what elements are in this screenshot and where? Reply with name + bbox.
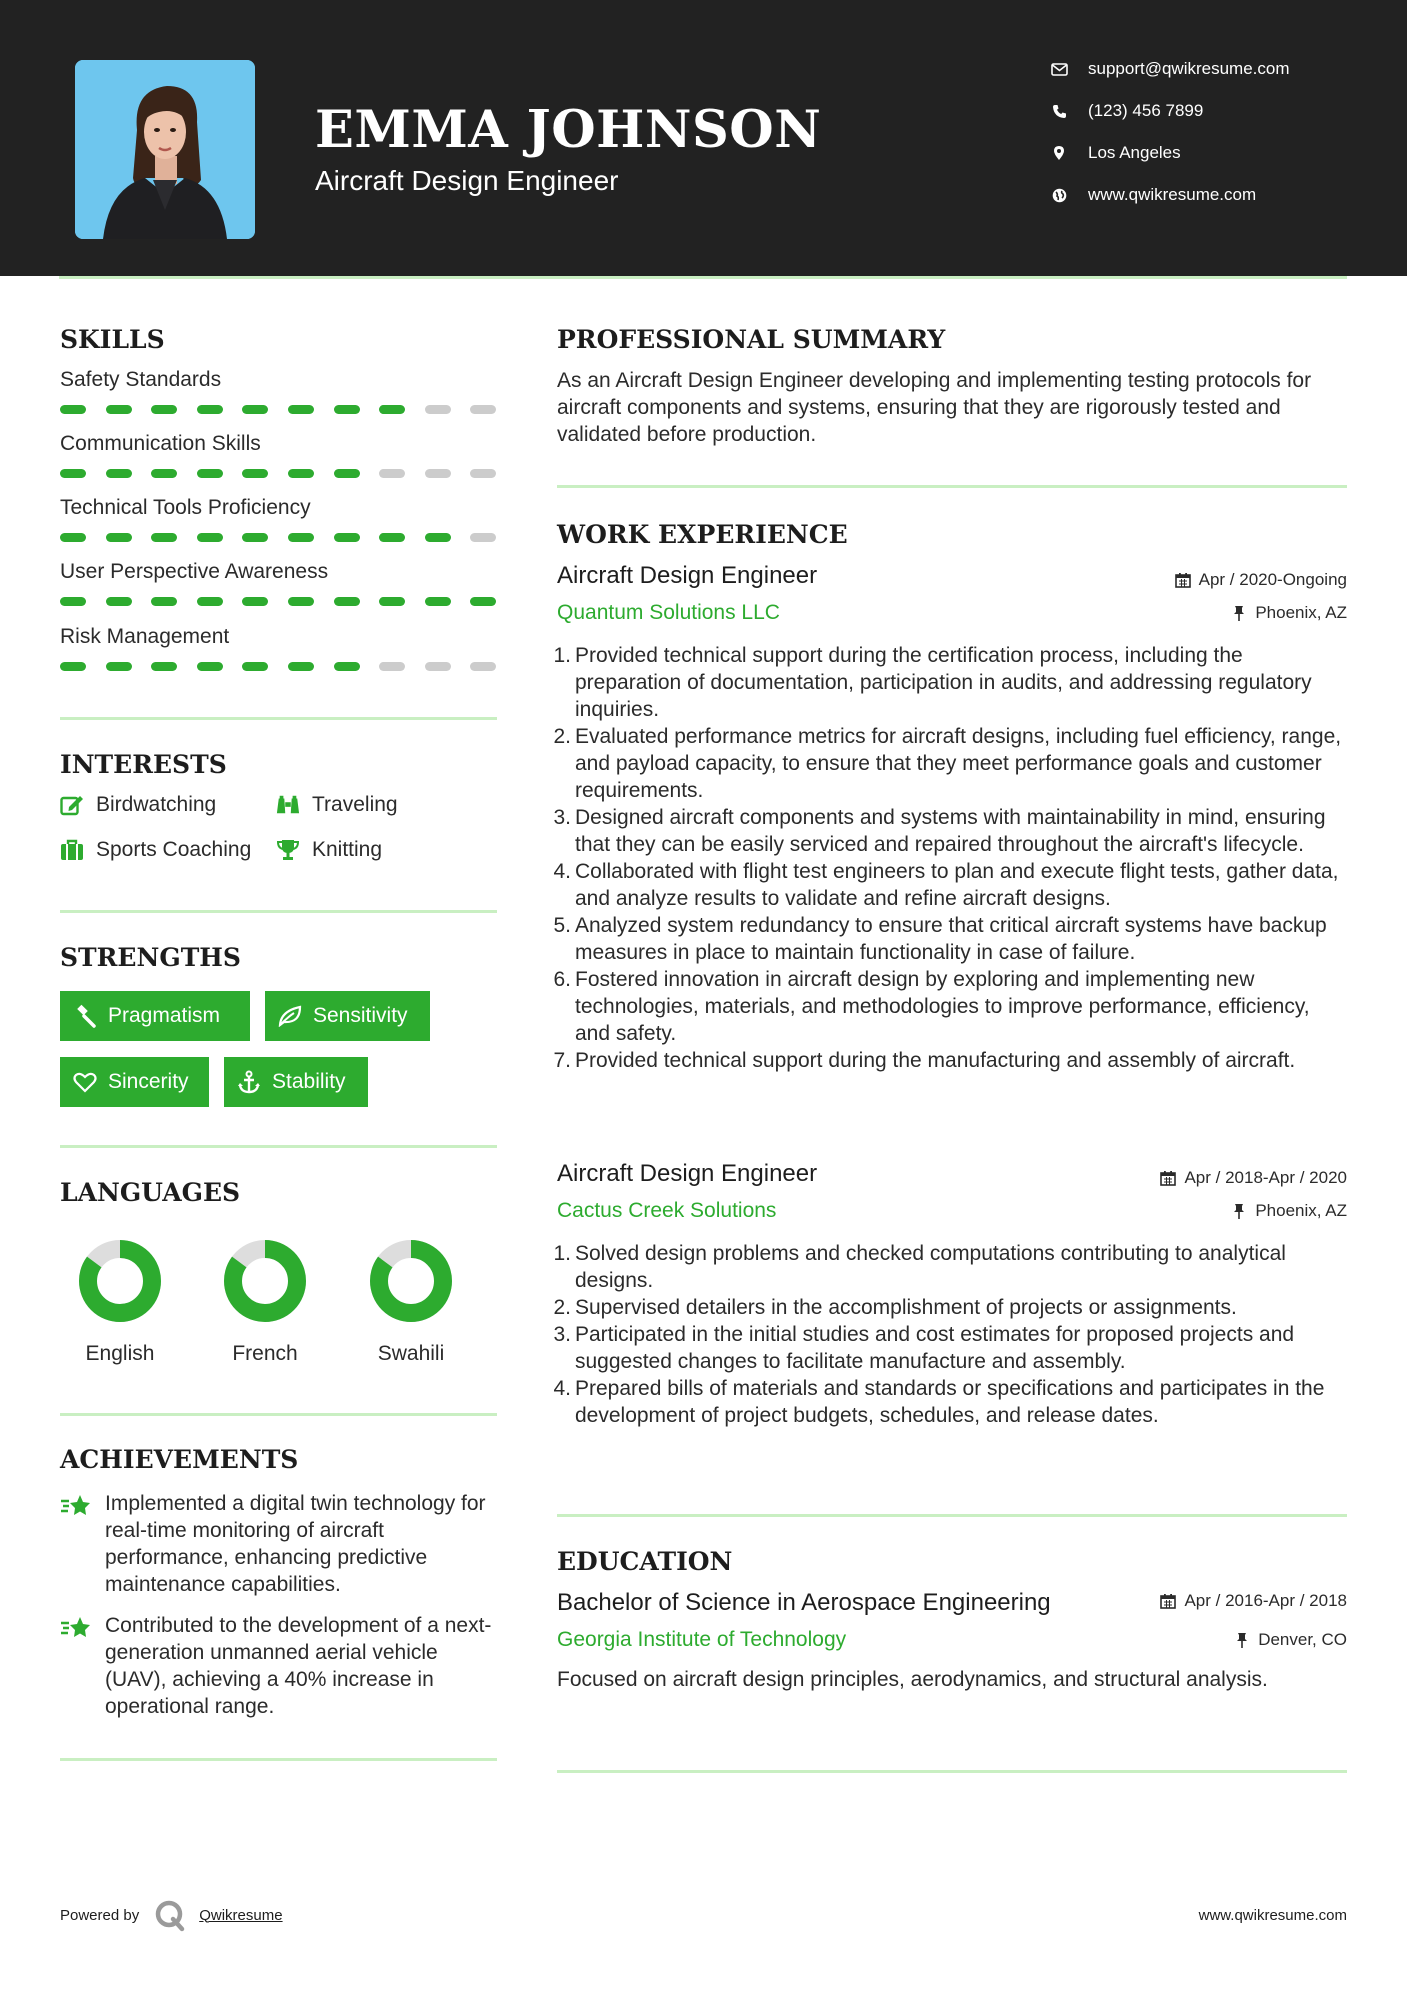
strength-label: Pragmatism xyxy=(108,1004,221,1027)
job-dates xyxy=(1175,570,1347,590)
duty-text: Participated in the initial studies and cost estimates for proposed projects and suggested changes to facilitate manufacture and assembly. xyxy=(575,1323,1295,1373)
skill-dot-filled xyxy=(151,469,177,478)
interests-heading: INTERESTS xyxy=(60,750,227,779)
job-location-text: Phoenix, AZ xyxy=(1255,603,1347,622)
skill-dot-filled xyxy=(288,597,314,606)
candidate-title: Aircraft Design Engineer xyxy=(315,165,619,196)
duty-number: 4. xyxy=(553,860,571,883)
company-name: Cactus Creek Solutions xyxy=(557,1199,777,1222)
skills-heading: SKILLS xyxy=(60,325,165,354)
strengths-heading: STRENGTHS xyxy=(60,943,241,972)
skill-dot-filled xyxy=(197,662,223,671)
contact-location xyxy=(1050,140,1181,166)
duty-item xyxy=(553,1321,1347,1375)
section-divider xyxy=(557,485,1347,488)
duty-text: Provided technical support during the certification process, including the preparation of documentation, participation in audits, and addressing regulatory inquiries. xyxy=(575,644,1312,721)
education-description: Focused on aircraft design principles, aerodynamics, and structural analysis. xyxy=(557,1668,1268,1691)
strength-label: Sensitivity xyxy=(313,1004,408,1027)
skill-dot-filled xyxy=(288,469,314,478)
skill-dot-empty xyxy=(425,662,451,671)
contact-email[interactable] xyxy=(1050,56,1290,82)
duty-item xyxy=(553,1047,1347,1074)
job-title: Aircraft Design Engineer xyxy=(557,562,818,589)
shooting-star-icon xyxy=(60,1614,92,1642)
education-location xyxy=(1234,1630,1347,1650)
skill-dot-filled xyxy=(334,597,360,606)
header-divider xyxy=(59,276,1347,279)
duty-number: 1. xyxy=(553,644,571,667)
skill-dot-empty xyxy=(470,469,496,478)
skill-dot-filled xyxy=(425,597,451,606)
skill-dot-filled xyxy=(106,597,132,606)
language-item xyxy=(346,1238,476,1366)
education-dates xyxy=(1160,1591,1347,1611)
skill-dot-filled xyxy=(242,662,268,671)
language-item xyxy=(55,1238,185,1366)
anchor-icon xyxy=(236,1069,262,1095)
company-name: Quantum Solutions LLC xyxy=(557,601,780,624)
skill-dot-filled xyxy=(242,469,268,478)
job-dates-text: Apr / 2020-Ongoing xyxy=(1198,570,1347,589)
language-name: English xyxy=(85,1342,155,1365)
heart-icon xyxy=(72,1069,98,1095)
strength-label: Stability xyxy=(272,1070,346,1093)
skill-dot-filled xyxy=(425,533,451,542)
interest-item xyxy=(60,793,216,817)
language-donut-chart xyxy=(368,1238,454,1324)
skill-dot-filled xyxy=(60,597,86,606)
duty-text: Prepared bills of materials and standards or specifications and participates in the development of project budgets, schedules, and release dates. xyxy=(575,1377,1325,1427)
duty-number: 3. xyxy=(553,1323,571,1346)
duty-item xyxy=(553,804,1347,858)
contact-phone-text: (123) 456 7899 xyxy=(1088,101,1204,120)
skill-name: Technical Tools Proficiency xyxy=(60,496,311,519)
skill-rating-bar xyxy=(60,469,496,478)
achievement-text: Implemented a digital twin technology for real-time monitoring of aircraft performance, enhancing predictive maintenance capabilities. xyxy=(105,1492,486,1596)
duty-number: 2. xyxy=(553,725,571,748)
section-divider xyxy=(557,1770,1347,1773)
interest-label: Traveling xyxy=(312,793,398,816)
skill-rating-bar xyxy=(60,533,496,542)
duty-number: 3. xyxy=(553,806,571,829)
interest-label: Knitting xyxy=(312,838,383,861)
duty-item xyxy=(553,642,1347,723)
language-name: French xyxy=(232,1342,298,1365)
skill-dot-filled xyxy=(379,405,405,414)
skill-dot-empty xyxy=(470,405,496,414)
interest-item xyxy=(276,793,398,817)
interest-label: Sports Coaching xyxy=(96,838,252,861)
duty-text: Designed aircraft components and systems with maintainability in mind, ensuring that they can be easily serviced and repaired throughout the aircraft's lifecycle. xyxy=(575,806,1326,856)
skill-name: User Perspective Awareness xyxy=(60,560,329,583)
achievement-text: Contributed to the development of a next-generation unmanned aerial vehicle (UAV), achieving a 40% increase in operational range. xyxy=(105,1614,492,1718)
job-location xyxy=(1231,603,1347,623)
job-title: Aircraft Design Engineer xyxy=(557,1160,818,1187)
envelope-icon xyxy=(1050,60,1068,78)
skill-dot-filled xyxy=(151,597,177,606)
language-donut-chart xyxy=(77,1238,163,1324)
strength-badge xyxy=(60,991,250,1041)
skill-dot-filled xyxy=(470,597,496,606)
duty-item xyxy=(553,1240,1347,1294)
calendar-icon xyxy=(1160,1593,1176,1609)
duty-text: Provided technical support during the manufacturing and assembly of aircraft. xyxy=(575,1049,1296,1072)
skill-rating-bar xyxy=(60,597,496,606)
strength-badge xyxy=(265,991,430,1041)
skill-dot-filled xyxy=(197,533,223,542)
duty-number: 5. xyxy=(553,914,571,937)
skill-name: Risk Management xyxy=(60,625,230,648)
pushpin-icon xyxy=(1234,1632,1250,1648)
job-location xyxy=(1231,1201,1347,1221)
shooting-star-icon xyxy=(60,1492,92,1520)
skill-dot-filled xyxy=(151,662,177,671)
contact-email-text: support@qwikresume.com xyxy=(1088,59,1290,78)
skill-dot-filled xyxy=(379,597,405,606)
gavel-icon xyxy=(72,1003,98,1029)
skill-dot-filled xyxy=(60,405,86,414)
duty-text: Analyzed system redundancy to ensure that critical aircraft systems have backup measures in place to maintain functionality in case of failure. xyxy=(575,914,1327,964)
skill-dot-filled xyxy=(334,405,360,414)
skill-dot-empty xyxy=(425,469,451,478)
education-heading: EDUCATION xyxy=(557,1547,733,1576)
language-item xyxy=(200,1238,330,1366)
briefcase-icon xyxy=(60,838,84,862)
duty-item xyxy=(553,1294,1347,1321)
contact-website[interactable] xyxy=(1050,182,1256,208)
skill-dot-empty xyxy=(379,469,405,478)
summary-text: As an Aircraft Design Engineer developing and implementing testing protocols for aircraft components and systems, ensuring that they are rigorously tested and validated before production. xyxy=(557,369,1312,446)
skill-dot-filled xyxy=(151,405,177,414)
map-pin-icon xyxy=(1050,144,1068,162)
duty-number: 1. xyxy=(553,1242,571,1265)
job-dates xyxy=(1160,1168,1347,1188)
strength-badge xyxy=(224,1057,368,1107)
duty-item xyxy=(553,723,1347,804)
qwikresume-logo-icon xyxy=(153,1898,187,1932)
school-name: Georgia Institute of Technology xyxy=(557,1628,847,1651)
achievements-heading: ACHIEVEMENTS xyxy=(60,1445,299,1474)
duty-item xyxy=(553,912,1347,966)
skill-dot-empty xyxy=(379,662,405,671)
skill-dot-filled xyxy=(60,533,86,542)
section-divider xyxy=(60,910,497,913)
contact-location-text: Los Angeles xyxy=(1088,143,1181,162)
section-divider xyxy=(60,1758,497,1761)
job-duties-list xyxy=(553,1240,1347,1429)
duty-item xyxy=(553,966,1347,1047)
skill-rating-bar xyxy=(60,662,496,671)
duty-number: 7. xyxy=(553,1049,571,1072)
strength-label: Sincerity xyxy=(108,1070,189,1093)
duty-number: 4. xyxy=(553,1377,571,1400)
section-divider xyxy=(60,717,497,720)
pencil-square-icon xyxy=(60,793,84,817)
degree-title: Bachelor of Science in Aerospace Engineering xyxy=(557,1589,1051,1616)
skill-dot-filled xyxy=(334,533,360,542)
skill-dot-filled xyxy=(288,662,314,671)
skill-dot-empty xyxy=(470,662,496,671)
leaf-icon xyxy=(277,1003,303,1029)
duty-text: Supervised detailers in the accomplishment of projects or assignments. xyxy=(575,1296,1237,1319)
contact-website-text: www.qwikresume.com xyxy=(1088,185,1257,204)
skill-dot-filled xyxy=(334,662,360,671)
skill-dot-filled xyxy=(106,405,132,414)
globe-icon xyxy=(1050,186,1068,204)
duty-number: 2. xyxy=(553,1296,571,1319)
skill-dot-filled xyxy=(288,533,314,542)
job-duties-list xyxy=(553,642,1347,1074)
skill-dot-filled xyxy=(242,533,268,542)
skill-dot-empty xyxy=(470,533,496,542)
skill-dot-filled xyxy=(379,533,405,542)
job-location-text: Phoenix, AZ xyxy=(1255,1201,1347,1220)
skill-dot-filled xyxy=(60,662,86,671)
skill-name: Communication Skills xyxy=(60,432,261,455)
summary-heading: PROFESSIONAL SUMMARY xyxy=(557,325,946,354)
language-donut-chart xyxy=(222,1238,308,1324)
footer-branding xyxy=(60,1898,283,1932)
binoculars-icon xyxy=(276,793,300,817)
education-location-text: Denver, CO xyxy=(1258,1630,1347,1649)
section-divider xyxy=(557,1514,1347,1517)
interest-label: Birdwatching xyxy=(96,793,217,816)
achievement-item xyxy=(60,1490,500,1600)
education-dates-text: Apr / 2016-Apr / 2018 xyxy=(1184,1591,1347,1610)
skill-dot-filled xyxy=(106,533,132,542)
powered-by-text: Powered by xyxy=(60,1906,140,1924)
skill-rating-bar xyxy=(60,405,496,414)
skill-dot-filled xyxy=(242,597,268,606)
section-divider xyxy=(60,1145,497,1148)
duty-number: 6. xyxy=(553,968,571,991)
skill-dot-filled xyxy=(288,405,314,414)
candidate-name: EMMA JOHNSON xyxy=(315,100,822,160)
strength-badge xyxy=(60,1057,209,1107)
skill-dot-filled xyxy=(60,469,86,478)
duty-text: Collaborated with flight test engineers to plan and execute flight tests, gather data, and analyze results to validate and refine aircraft designs. xyxy=(575,860,1339,910)
interest-item xyxy=(60,838,251,862)
job-dates-text: Apr / 2018-Apr / 2020 xyxy=(1184,1168,1347,1187)
language-name: Swahili xyxy=(377,1342,445,1365)
languages-heading: LANGUAGES xyxy=(60,1178,241,1207)
skill-dot-filled xyxy=(106,662,132,671)
experience-heading: WORK EXPERIENCE xyxy=(557,520,848,549)
skill-dot-empty xyxy=(425,405,451,414)
skill-dot-filled xyxy=(151,533,177,542)
duty-text: Fostered innovation in aircraft design by exploring and implementing new technologies, materials, and methodologies to improve performance, efficiency, and safety. xyxy=(575,968,1310,1045)
duty-item xyxy=(553,1375,1347,1429)
pushpin-icon xyxy=(1231,1203,1247,1219)
footer-website[interactable]: www.qwikresume.com xyxy=(1198,1907,1347,1924)
contact-phone[interactable] xyxy=(1050,98,1203,124)
calendar-icon xyxy=(1175,572,1191,588)
skill-dot-filled xyxy=(242,405,268,414)
skill-name: Safety Standards xyxy=(60,368,222,391)
trophy-icon xyxy=(276,838,300,862)
achievement-item xyxy=(60,1612,500,1722)
skill-dot-filled xyxy=(197,597,223,606)
calendar-icon xyxy=(1160,1170,1176,1186)
profile-photo xyxy=(75,60,255,239)
duty-text: Solved design problems and checked computations contributing to analytical designs. xyxy=(575,1242,1286,1292)
phone-icon xyxy=(1050,102,1068,120)
skill-dot-filled xyxy=(197,405,223,414)
interest-item xyxy=(276,838,382,862)
skill-dot-filled xyxy=(197,469,223,478)
pushpin-icon xyxy=(1231,605,1247,621)
qwikresume-link[interactable]: Qwikresume xyxy=(199,1906,283,1924)
skill-dot-filled xyxy=(334,469,360,478)
skill-dot-filled xyxy=(106,469,132,478)
section-divider xyxy=(60,1413,497,1416)
duty-text: Evaluated performance metrics for aircraft designs, including fuel efficiency, range, and payload capacity, to ensure that they meet performance goals and customer requirements. xyxy=(575,725,1342,802)
duty-item xyxy=(553,858,1347,912)
